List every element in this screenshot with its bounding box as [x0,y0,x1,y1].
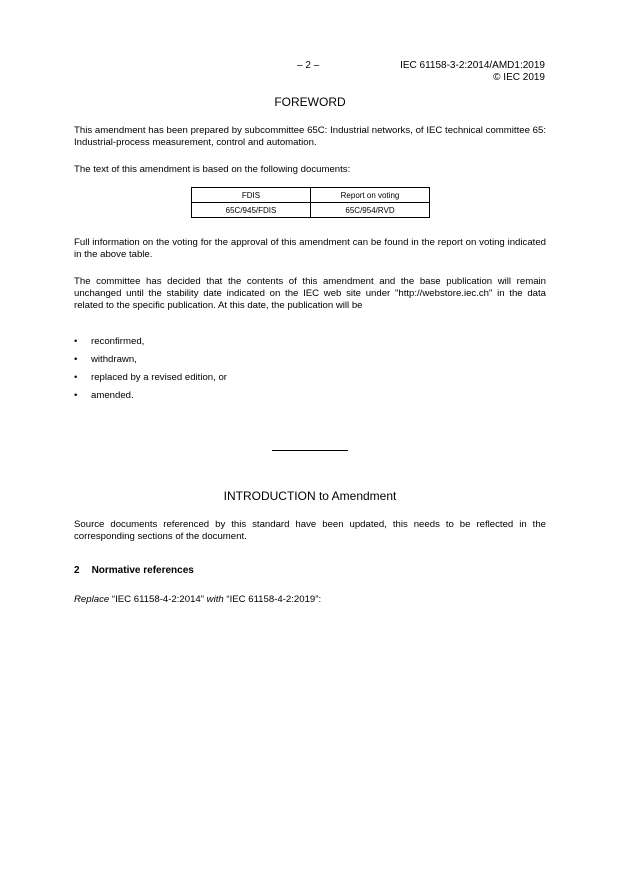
new-reference: “IEC 61158-4-2:2019”: [226,594,322,605]
section-divider [272,450,348,451]
table-header-row [192,188,430,203]
table-row [192,203,430,218]
old-reference: “IEC 61158-4-2:2014” [111,594,204,605]
foreword-paragraph-4: The committee has decided that the contents of this amendment and the base publication will remain unchanged until the stability date indicated on the IEC web site under "http://webstore.iec.ch" in the data related to the specific publication. At this date, the publication will be [74,276,546,311]
introduction-title: INTRODUCTION to Amendment [223,489,397,503]
copyright: © IEC 2019 [493,72,545,83]
document-id: IEC 61158-3-2:2014/AMD1:2019 [400,60,545,71]
list-item: • replaced by a revised edition, or [74,372,227,383]
clause-heading [74,565,194,576]
bullet-icon: • [74,336,78,347]
list-item: • reconfirmed, [74,336,145,347]
foreword-title: FOREWORD [274,95,346,109]
table-header-cell: FDIS [192,188,311,203]
page-number: – 2 – [297,60,320,71]
bullet-list [74,336,227,408]
table-header-cell: Report on voting [311,188,430,203]
documents-table [191,187,430,218]
clause-title: Normative references [91,565,194,576]
bullet-icon: • [74,372,78,383]
foreword-paragraph-3: Full information on the voting for the approval of this amendment can be found in the report on voting indicated in the above table. [74,237,546,260]
document-header [400,60,545,84]
with-word: with [206,594,224,605]
table-cell: 65C/945/FDIS [192,203,311,218]
table-cell: 65C/954/RVD [311,203,430,218]
replace-word: Replace [74,594,110,605]
bullet-icon: • [74,390,78,401]
bullet-icon: • [74,354,78,365]
foreword-paragraph-1: This amendment has been prepared by subcommittee 65C: Industrial networks, of IEC technical committee 65: Industrial-process measurement, control and automation. [74,125,546,148]
replace-instruction [74,594,321,605]
foreword-paragraph-2: The text of this amendment is based on the following documents: [74,164,351,175]
clause-number: 2 [74,565,80,576]
introduction-paragraph: Source documents referenced by this standard have been updated, this needs to be reflected in the corresponding sections of the document. [74,519,546,542]
list-item: • amended. [74,390,134,401]
list-item: • withdrawn, [74,354,137,365]
